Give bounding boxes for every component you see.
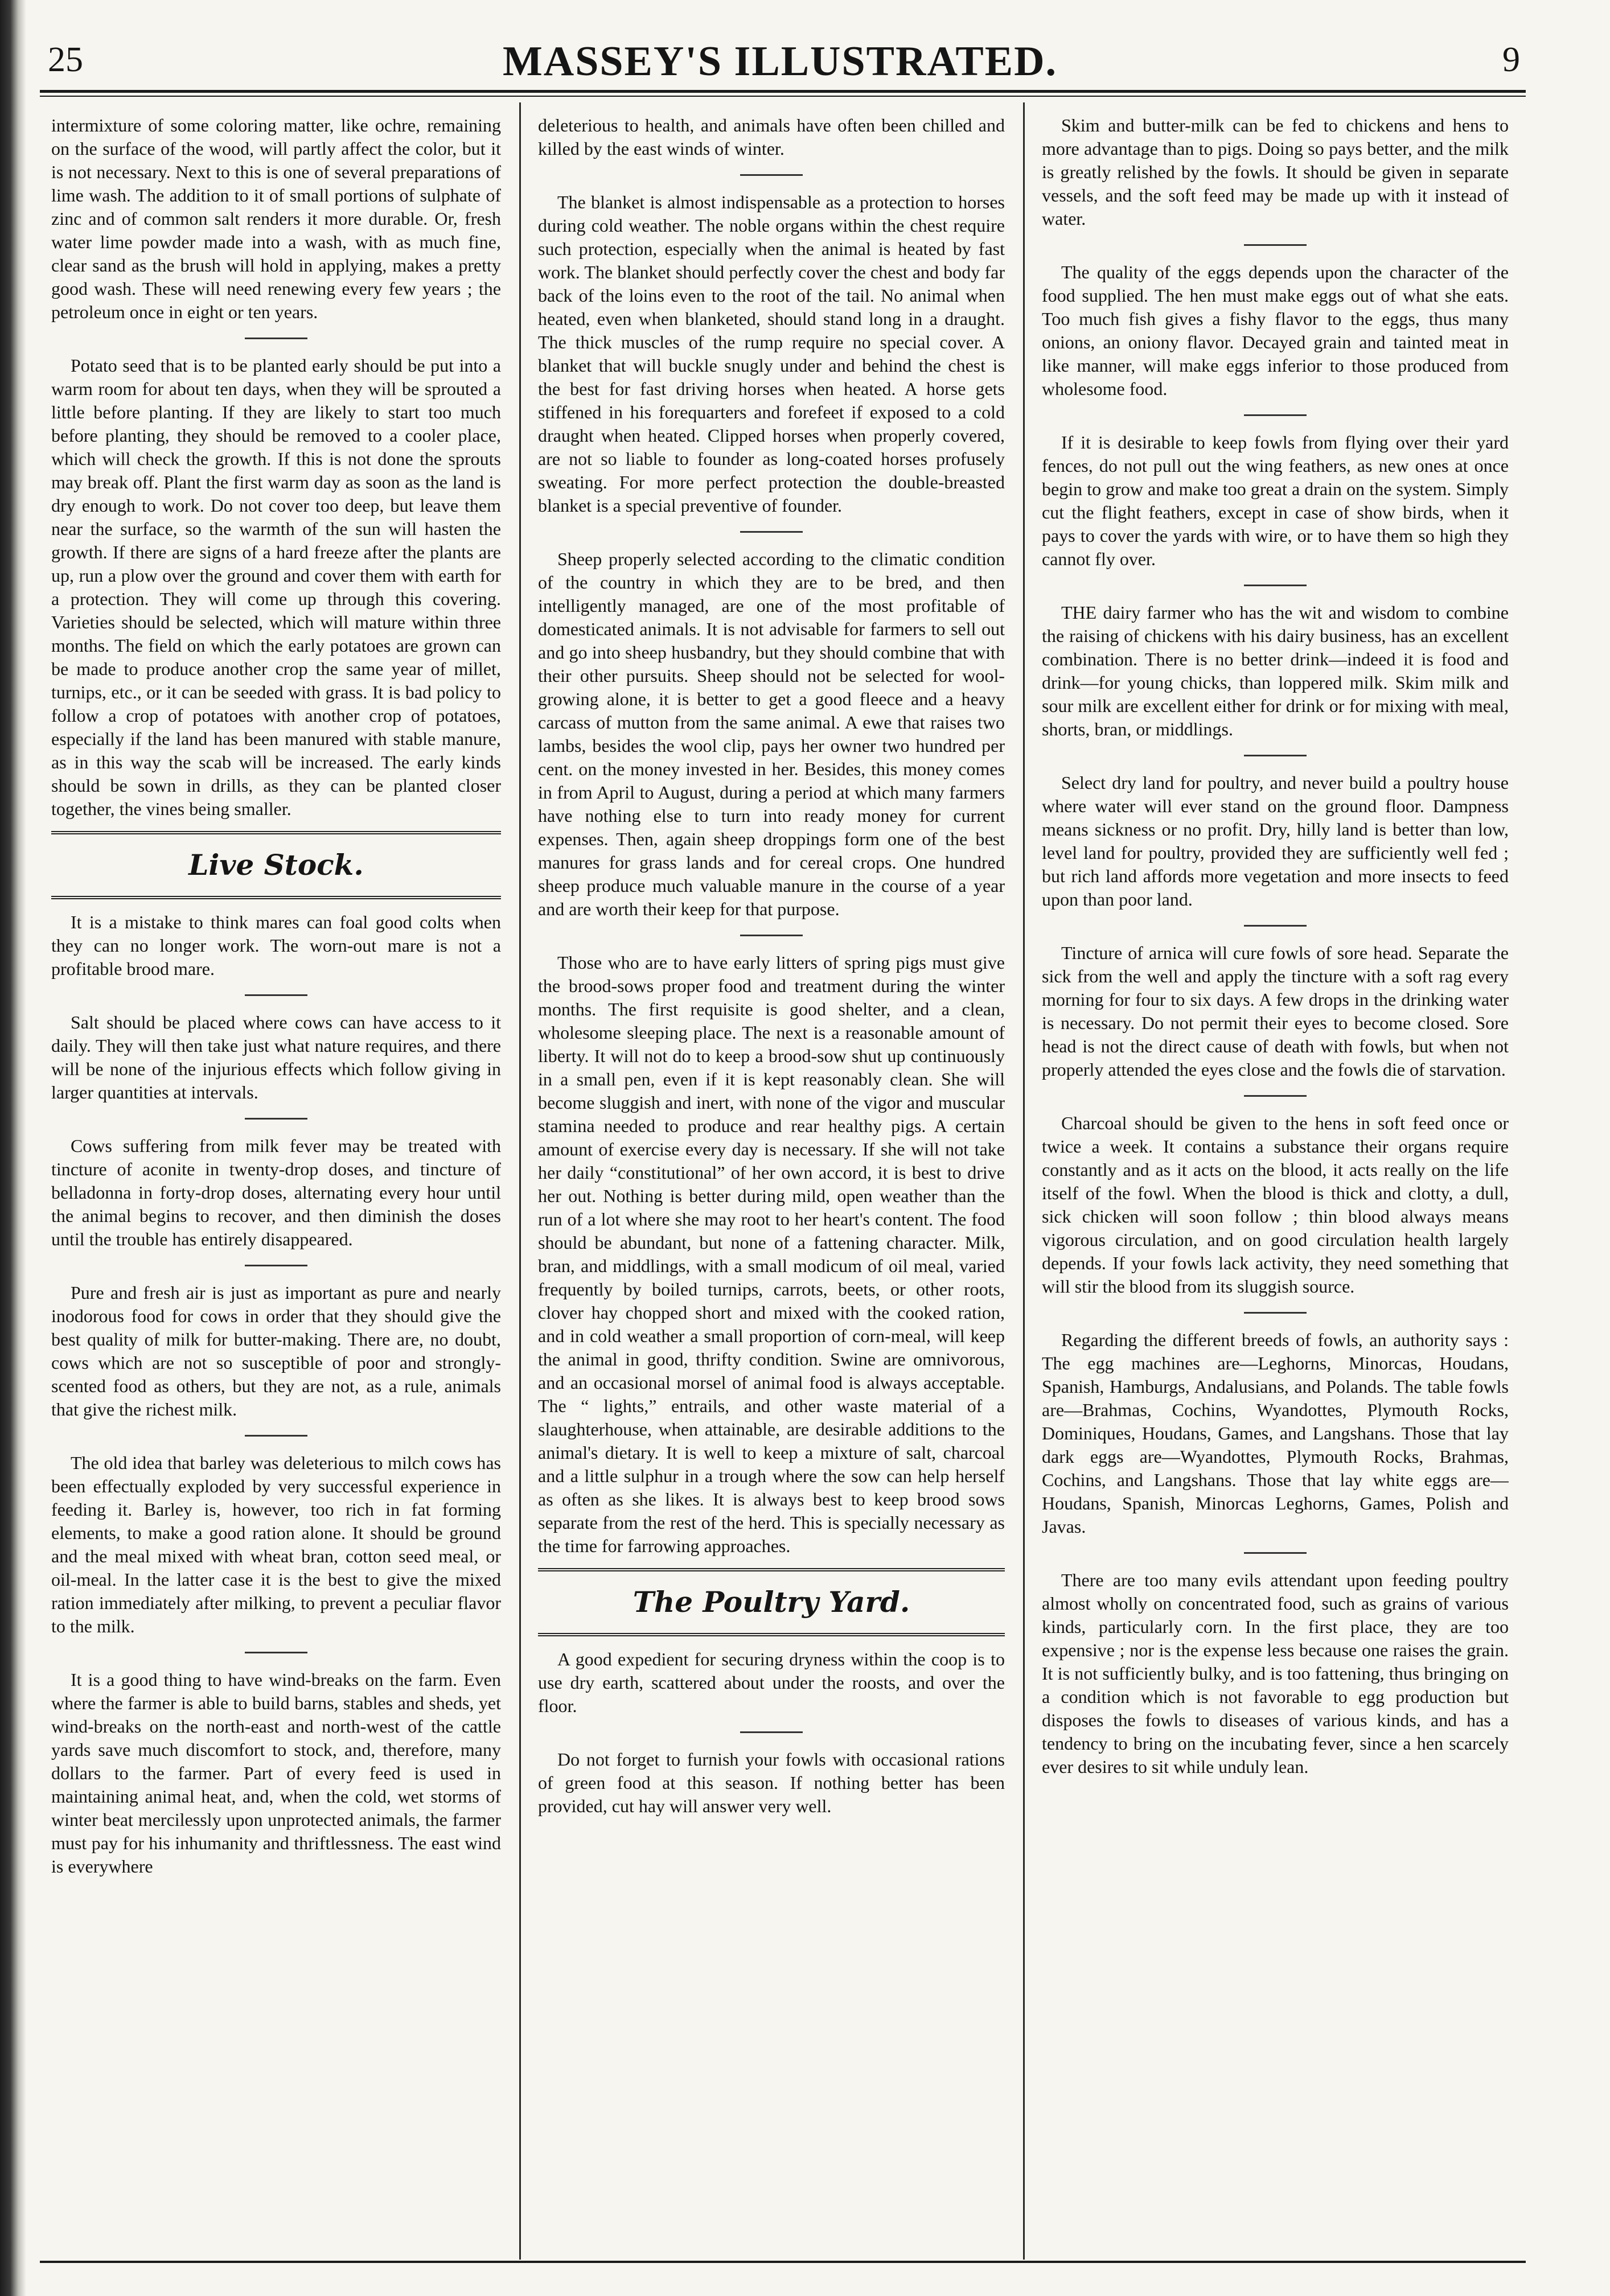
article-separator	[245, 1118, 307, 1120]
header-rule-thin	[40, 96, 1526, 97]
article-paragraph: Pure and fresh air is just as important as pure and nearly inodorous food for cows in order that they should give the best quality of milk for butter-making. There are, no doubt, cows which are not so susceptible of poor and strongly-scented food as others, but they are not, as a rule, animals that give the richest milk.	[51, 1282, 501, 1419]
header-rule	[40, 90, 1526, 93]
article-separator	[245, 994, 307, 996]
article-separator	[1244, 925, 1307, 927]
article-paragraph: Select dry land for poultry, and never build a poultry house where water will ever stand on the ground floor. Dampness means sickness or no profit. Dry, hilly land is better than low, level land for poultry, provided they are sufficiently well fed ; but rich land affords more vegetation and more insects to feed upon than poor land.	[1042, 772, 1509, 910]
article-paragraph: Skim and butter-milk can be fed to chickens and hens to more advantage than to pigs. Doing so pays better, and the milk is greatly relished by the fowls. It should be given in separate vessels, and the soft feed may be made up with it instead of water.	[1042, 115, 1509, 229]
article-paragraph: Charcoal should be given to the hens in soft feed once or twice a week. It contains a substance their organs require constantly and as it acts on the blood, it acts really on the life itself of the fowl. When the blood is thick and clotty, a dull, sick chicken will soon follow ; thin blood always means vigorous circulation, and on good circulation health largely depends. If your fowls lack activity, they need something that will stir the blood from its sluggish source.	[1042, 1113, 1509, 1297]
article-separator	[245, 1652, 307, 1653]
article-paragraph: The old idea that barley was deleterious to milch cows has been effectually exploded by very successful experience in feeding it. Barley is, however, too rich in fat forming elements, to make a good ration alone. It should be ground and the meal mixed with wheat bran, cotton seed meal, or oil-meal. In the latter case it is the best to give the mixed ration immediately after milking, to prevent a peculiar flavor to the milk.	[51, 1453, 501, 1636]
column-3-articles	[1042, 114, 1509, 1779]
article-paragraph: Tincture of arnica will cure fowls of sore head. Separate the sick from the well and apply the tincture with a soft rag every morning for four to six days. A few drops in the drinking water is necessary. Do not permit their eyes to become closed. Sore head is not the direct cause of death with fowls, but when not properly attended the eyes close and the fowls die of starvation.	[1042, 943, 1509, 1080]
article-paragraph: Cows suffering from milk fever may be treated with tincture of aconite in twenty-drop doses, and tincture of belladonna in forty-drop doses, alternating every hour until the animal begins to recover, and then diminish the doses until the trouble has entirely disappeared.	[51, 1135, 501, 1249]
article-paragraph: Salt should be placed where cows can have access to it daily. They will then take just what nature requires, and there will be none of the injurious effects which follow giving in larger quantities at intervals.	[51, 1012, 501, 1102]
article-paragraph: The quality of the eggs depends upon the character of the food supplied. The hen must make eggs out of what she eats. Too much fish gives a fishy flavor to the eggs, thus many onions, an oniony flavor. Decayed grain and tainted meat in like manner, will make eggs inferior to those produced from wholesome food.	[1042, 262, 1509, 399]
column-3	[1042, 114, 1509, 2254]
article-separator	[740, 531, 803, 533]
column-2-poultry-articles	[538, 1648, 1005, 1818]
column-divider	[519, 102, 521, 2260]
article-paragraph: deleterious to health, and animals have often been chilled and killed by the east winds of winter.	[538, 115, 1005, 159]
article-separator	[1244, 414, 1307, 416]
article-separator	[1244, 1095, 1307, 1097]
column-1	[51, 114, 501, 2254]
article-separator	[1244, 585, 1307, 586]
masthead-title: MASSEY'S ILLUSTRATED.	[502, 38, 1058, 85]
section-header-live-stock	[51, 831, 501, 899]
article-paragraph: The blanket is almost indispensable as a protection to horses during cold weather. The noble organs within the chest require such protection, especially when the animal is heated by fast work. The blanket should perfectly cover the chest and body far back of the loins even to the root of the tail. No animal when heated, even when blanketed, should stand long in a draught. The thick muscles of the rump require no special cover. A blanket that will buckle snugly under and behind the chest is the best for fast driving horses when heated. A horse gets stiffened in his forequarters and forefeet if exposed to a cold draught when heated. Clipped horses when properly covered, are not so liable to founder as long-coated horses profusely sweating. For more perfect protection the double-breasted blanket is a special preventive of founder.	[538, 192, 1005, 516]
article-separator	[245, 1435, 307, 1437]
article-separator	[1244, 1552, 1307, 1554]
article-paragraph: Those who are to have early litters of spring pigs must give the brood-sows proper food and treatment during the winter months. The first requisite is good shelter, and a clean, wholesome sleeping place. The next is a reasonable amount of liberty. It will not do to keep a brood-sow shut up continuously in a small pen, even if it is kept reasonably clean. She will become sluggish and inert, with none of the vigor and muscular stamina needed to produce and rear healthy pigs. A certain amount of exercise every day is necessary. If she will not take her daily “constitutional” of her own accord, it is best to drive her out. Nothing is better during mild, open weather than the run of a lot where she may root to her heart's content. The food should be abundant, but none of a fattening character. Milk, bran, and middlings, with a small modicum of oil meal, varied frequently by boiled turnips, carrots, beets, or other roots, clover hay chopped short and mixed with the cooked ration, and in cold weather a small proportion of corn-meal, will keep the animal in good, thrifty condition. Swine are omnivorous, and an occasional morsel of animal food is always acceptable. The “ lights,” entrails, and other waste material of a slaughterhouse, when attainable, are desirable additions to the animal's dietary. It is well to keep a mixture of salt, charcoal and a little sulphur in a trough where the sow can help herself as often as she likes. It is always best to keep brood sows separate from the rest of the herd. This is specially necessary as the time for farrowing approaches.	[538, 952, 1005, 1556]
section-title: Live Stock.	[188, 848, 364, 882]
article-separator	[245, 1265, 307, 1266]
right-page-number: 9	[1502, 40, 1520, 79]
article-separator	[1244, 755, 1307, 756]
article-separator	[1244, 1312, 1307, 1314]
column-1-live-stock-articles	[51, 911, 501, 1878]
article-separator	[1244, 244, 1307, 246]
article-paragraph: If it is desirable to keep fowls from flying over their yard fences, do not pull out the wing feathers, as new ones at once begin to grow and make too great a drain on the system. Simply cut the flight feathers, except in case of show birds, when it pays to cover the yards with wire, or to have them so high they cannot fly over.	[1042, 432, 1509, 569]
column-1-pre-articles	[51, 114, 501, 821]
section-title: The Poultry Yard.	[632, 1585, 910, 1619]
article-paragraph: It is a good thing to have wind-breaks on the farm. Even where the farmer is able to build barns, stables and sheds, yet wind-breaks on the north-east and north-west of the cattle yards save much discomfort to stock, and, therefore, many dollars to the farmer. Part of every feed is used in maintaining animal heat, and, when the cold, wet storms of winter beat mercilessly upon unprotected animals, the farmer must pay for his inhumanity and thriftlessness. The east wind is everywhere	[51, 1669, 501, 1877]
article-separator	[740, 935, 803, 936]
article-paragraph: Do not forget to furnish your fowls with occasional rations of green food at this season. If nothing better has been provided, cut hay will answer very well.	[538, 1749, 1005, 1816]
left-page-number: 25	[48, 40, 83, 79]
article-paragraph: THE dairy farmer who has the wit and wisdom to combine the raising of chickens with his dairy business, has an excellent combination. There is no better drink—indeed it is food and drink—for young chicks, than loppered milk. Skim milk and sour milk are excellent either for drink or for mixing with meal, shorts, bran, or middlings.	[1042, 602, 1509, 739]
column-2-pre-articles	[538, 114, 1005, 1558]
column-divider	[1023, 102, 1025, 2260]
footer-rule	[40, 2261, 1526, 2263]
column-2	[538, 114, 1005, 2254]
article-separator	[245, 338, 307, 339]
article-paragraph: A good expedient for securing dryness within the coop is to use dry earth, scattered about under the roosts, and over the floor.	[538, 1649, 1005, 1716]
article-separator	[740, 1731, 803, 1733]
article-paragraph: Potato seed that is to be planted early should be put into a warm room for about ten days, when they will be sprouted a little before planting. If they are likely to start too much before planting, they should be removed to a cooler place, which will check the growth. If this is not done the sprouts may break off. Plant the first warm day as soon as the land is dry enough to work. Do not cover too deep, but leave them near the surface, so the warmth of the sun will hasten the growth. If there are signs of a hard freeze after the plants are up, run a plow over the ground and cover them with earth for a protection. They will come up through this covering. Varieties should be selected, which will mature within three months. The field on which the early potatoes are grown can be made to produce another crop the same year of millet, turnips, etc., or it can be seeded with grass. It is bad policy to follow a crop of potatoes with another crop of potatoes, especially if the land has been manured with stable manure, as in this way the scab will be increased. The early kinds should be sown in drills, as they can be planted closer together, the vines being smaller.	[51, 355, 501, 819]
article-paragraph: It is a mistake to think mares can foal good colts when they can no longer work. The worn-out mare is not a profitable brood mare.	[51, 912, 501, 979]
article-paragraph: intermixture of some coloring matter, like ochre, remaining on the surface of the wood, will partly affect the color, but it is not necessary. Next to this is one of several preparations of lime wash. The addition to it of small portions of sulphate of zinc and of common salt renders it more durable. Or, fresh water lime powder made into a wash, with as much fine, clear sand as the brush will hold in applying, makes a pretty good wash. These will need renewing every few years ; the petroleum once in eight or ten years.	[51, 115, 501, 322]
article-paragraph: There are too many evils attendant upon feeding poultry almost wholly on concentrated food, such as grains of various kinds, particularly corn. In the first place, they are too expensive ; nor is the expense less because one raises the grain. It is not sufficiently bulky, and is too fattening, thus bringing on a condition which is not favorable to egg production but disposes the fowls to diseases of various kinds, and has a tendency to bring on the incubating fever, since a hen scarcely ever desires to sit while unduly lean.	[1042, 1570, 1509, 1777]
article-separator	[740, 174, 803, 176]
article-paragraph: Regarding the different breeds of fowls, an authority says : The egg machines are—Leghorns, Minorcas, Houdans, Spanish, Hamburgs, Andalusians, and Polands. The table fowls are—Brahmas, Cochins, Wyandottes, Plymouth Rocks, Dominiques, Houdans, Games, and Langshans. Those that lay dark eggs are—Wyandottes, Plymouth Rocks, Brahmas, Cochins, and Langshans. Those that lay white eggs are—Houdans, Spanish, Minorcas Leghorns, Games, Polish and Javas.	[1042, 1330, 1509, 1537]
article-paragraph: Sheep properly selected according to the climatic condition of the country in which they are to be bred, and then intelligently managed, are one of the most profitable of domesticated animals. It is not advisable for farmers to sell out and go into sheep husbandry, but they should combine that with their other pursuits. Sheep should not be selected for wool-growing alone, it is better to get a good fleece and a heavy carcass of mutton from the same animal. A ewe that raises two lambs, besides the wool clip, pays her owner two hundred per cent. on the money invested in her. Besides, this money comes in from April to August, during a period at which many farmers have nothing else to turn into ready money for current expenses. Then, again sheep droppings form one of the best manures for grass lands and for cereal crops. One hundred sheep produce much valuable manure in the course of a year and are worth their keep for that purpose.	[538, 549, 1005, 919]
scanned-page-edge	[0, 0, 26, 2296]
section-header-poultry-yard	[538, 1568, 1005, 1636]
